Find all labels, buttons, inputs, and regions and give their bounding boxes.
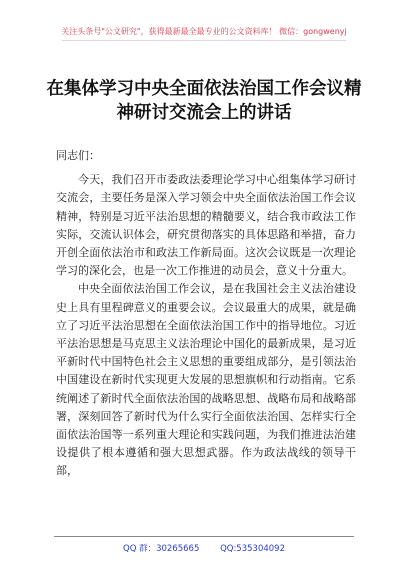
footer-qq-group: QQ 群：30265665 <box>123 544 200 554</box>
header-promo-note: 关注头条号"公文研究"，获得最新最全最专业的公文资料库！ 微信：gongwenyj <box>61 27 347 36</box>
footer-contact <box>0 542 408 554</box>
body-paragraph-2: 中央全面依法治国工作会议，是在我国社会主义法治建设史上具有里程碑意义的重要会议。会议最重大的成果，就是确立了习近平法治思想在全面依法治国工作中的指导地位。习近平法治思想是马克思主义法治理论中国化的最新成果，是习近平新时代中国特色社会主义思想的重要组成部分，是引领法治中国建设在新时代实现更大发展的思想旗帜和行动指南。它系统阐述了新时代全面依法治国的战略思想、战略布局和战略部署，深刻回答了新时代为什么实行全面依法治国、怎样实行全面依法治国等一系列重大理论和实践问题，为我们推进法治建设提供了根本遵循和强大思想武器。作为政法战线的领导干部， <box>56 282 356 478</box>
salutation: 同志们： <box>56 149 100 162</box>
footer-divider <box>54 536 354 537</box>
header-divider <box>62 40 346 41</box>
footer-qq: QQ:535304092 <box>220 544 285 554</box>
document-title: 在集体学习中央全面依法治国工作会议精神研讨交流会上的讲话 <box>46 79 362 123</box>
body-paragraph-1: 今天，我们召开市委政法委理论学习中心组集体学习研讨交流会，主要任务是深入学习领会中央全面依法治国工作会议精神，特别是习近平法治思想的精髓要义，结合我市政法工作实际，交流认识体会，研究贯彻落实的具体思路和举措，奋力开创全面依法治市和政法工作新局面。这次会议既是一次理论学习的深化会，也是一次工作推进的动员会，意义十分重大。 <box>56 173 356 278</box>
document-body <box>56 147 356 481</box>
